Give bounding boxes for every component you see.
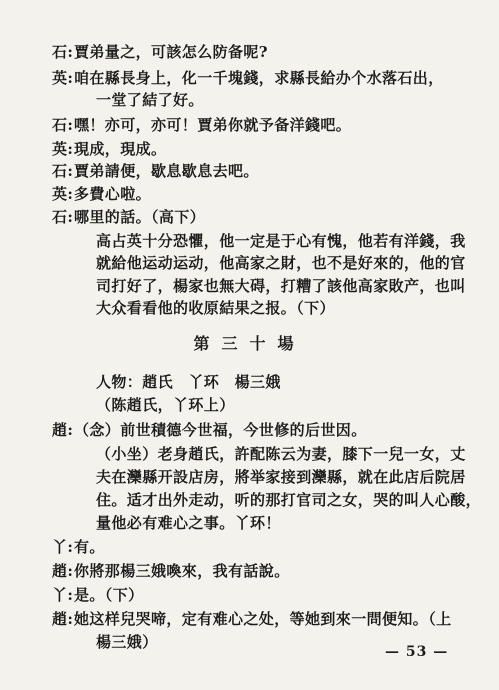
dialogue-line bbox=[96, 467, 466, 487]
line-text: 高占英十分恐懼，他一定是于心有愧，他若有洋錢，我 bbox=[96, 232, 466, 250]
page-number: — 53 — bbox=[385, 644, 449, 660]
line-text: （小坐）老身趙氏，許配陈云为妻，膝下一兒一女，丈 bbox=[96, 445, 466, 463]
line-text: 賈弟請便，歇息歇息去吧。 bbox=[74, 162, 259, 180]
dialogue-line bbox=[52, 561, 290, 581]
dialogue-line bbox=[52, 609, 452, 629]
dialogue-line bbox=[96, 276, 466, 296]
speaker-label: 趙: bbox=[52, 610, 74, 628]
dialogue-line bbox=[52, 420, 367, 440]
line-text: 咱在縣長身上，化一千塊錢，求縣長給办个水落石出， bbox=[74, 69, 444, 87]
dialogue-line bbox=[52, 68, 444, 88]
line-text: 你將那楊三娥喚來，我有話說。 bbox=[74, 562, 290, 580]
line-text: 她这样兒哭啼，定有难心之处，等她到來一問便知。（上 bbox=[74, 610, 452, 628]
line-text: 夫在灤縣开設店房，將举家接到灤縣，就在此店后院居 bbox=[96, 468, 466, 486]
line-text: 現成，現成。 bbox=[74, 140, 167, 158]
line-text: 楊三娥） bbox=[96, 633, 158, 651]
dialogue-line bbox=[52, 161, 259, 181]
dialogue-line bbox=[96, 372, 281, 392]
dialogue-line bbox=[96, 298, 335, 318]
line-text: 就給他运动运动，他高家之財，也不是好來的，他的官 bbox=[96, 254, 466, 272]
line-text: 住。适才出外走动，听的那打官司之女，哭的叫人心酸， bbox=[96, 491, 482, 509]
line-text: （念）前世積德今世福，今世修的后世因。 bbox=[74, 421, 367, 439]
dialogue-line bbox=[52, 115, 351, 135]
dialogue-line bbox=[96, 490, 481, 510]
dialogue-line bbox=[96, 90, 204, 110]
dialogue-line bbox=[96, 444, 466, 464]
dialogue-line bbox=[52, 537, 105, 557]
speaker-label: 英: bbox=[52, 140, 74, 158]
dialogue-line bbox=[96, 231, 466, 251]
line-text: 多費心啦。 bbox=[74, 185, 152, 203]
line-text: 是。（下） bbox=[74, 586, 144, 604]
line-text: 大众看看他的收原結果之报。（下） bbox=[96, 299, 335, 317]
speaker-label: 英: bbox=[52, 69, 74, 87]
line-text: 哪里的話。（高下） bbox=[74, 208, 206, 226]
speaker-label: 石: bbox=[52, 116, 74, 134]
speaker-label: 石: bbox=[52, 162, 74, 180]
line-text: 一堂了結了好。 bbox=[96, 91, 204, 109]
speaker-label: 趙: bbox=[52, 562, 74, 580]
line-text: 人物：趙氏 丫环 楊三娥 bbox=[96, 373, 281, 391]
dialogue-line bbox=[52, 207, 205, 227]
scene-heading: 第三十場 bbox=[193, 334, 306, 353]
speaker-label: 丫: bbox=[52, 538, 74, 556]
speaker-label: 石: bbox=[52, 208, 74, 226]
dialogue-line bbox=[52, 585, 144, 605]
dialogue-line bbox=[52, 184, 151, 204]
speaker-label: 英: bbox=[52, 185, 74, 203]
dialogue-line bbox=[52, 42, 268, 62]
dialogue-line bbox=[96, 395, 235, 415]
speaker-label: 石: bbox=[52, 43, 74, 61]
line-text: 賈弟量之，可該怎么防备呢? bbox=[74, 43, 268, 61]
line-text: 量他必有难心之事。丫环！ bbox=[96, 514, 281, 532]
dialogue-line bbox=[96, 513, 281, 533]
line-text: （陈趙氏，丫环上） bbox=[96, 396, 235, 414]
speaker-label: 丫: bbox=[52, 586, 74, 604]
line-text: 司打好了，楊家也無大碍，打糟了該他高家敗产，也叫 bbox=[96, 277, 466, 295]
dialogue-line bbox=[96, 632, 158, 652]
line-text: 有。 bbox=[74, 538, 105, 556]
dialogue-line bbox=[52, 139, 166, 159]
dialogue-line bbox=[96, 253, 466, 273]
speaker-label: 趙: bbox=[52, 421, 74, 439]
line-text: 嘿！亦可，亦可！賈弟你就予备洋錢吧。 bbox=[74, 116, 352, 134]
